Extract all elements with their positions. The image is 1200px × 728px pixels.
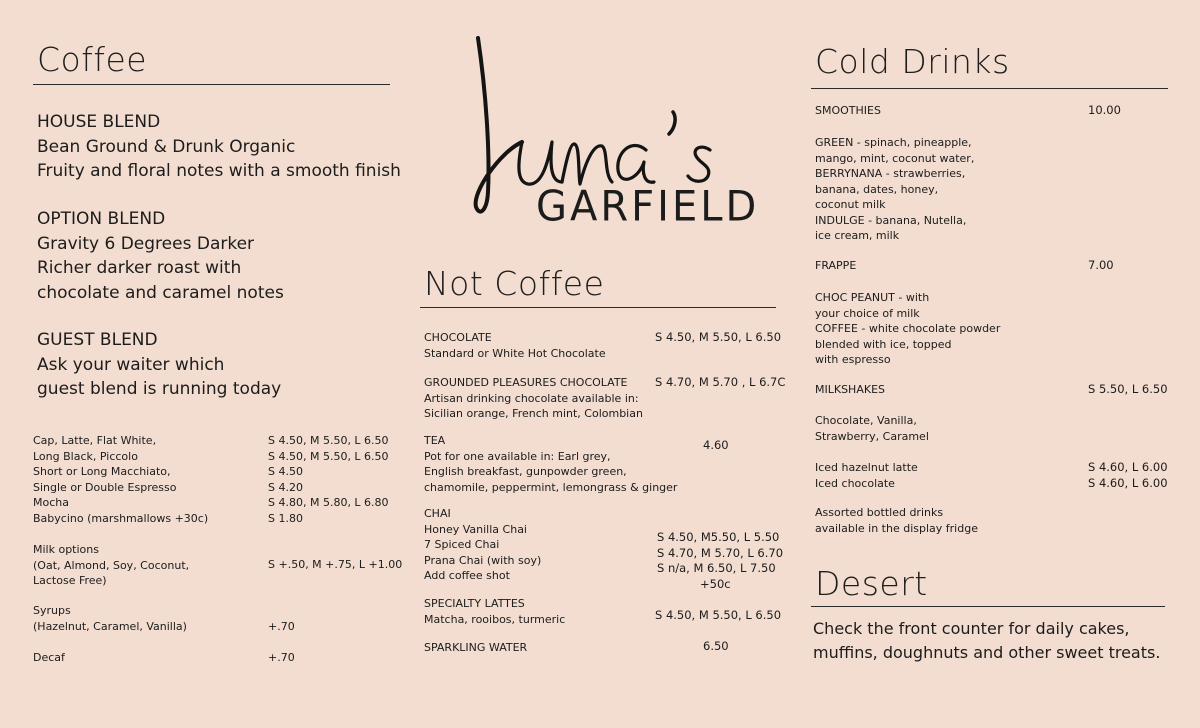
desc-line: ice cream, milk [815,229,900,242]
item-name: CHOCOLATE [424,331,492,344]
item-price: S 4.60, L 6.00 [1088,460,1168,474]
item-price: S 4.20 [268,480,303,494]
milkshakes-desc [815,413,929,444]
blend-name: HOUSE BLEND [37,112,161,132]
cold-drinks-divider [811,88,1168,89]
decaf: Decaf [33,651,65,664]
decaf-price: +.70 [268,651,295,664]
item-desc: Sicilian orange, French mint, Colombian [424,407,643,420]
item-price: S 4.70, M 5.70, L 6.70 [657,545,784,560]
list-item: Short or Long Macchiato, [33,465,171,478]
grounded-price: S 4.70, M 5.70 , L 6.7C [655,375,786,389]
iced-prices [1088,460,1168,491]
syrups [33,603,187,634]
desc-line: Assorted bottled drinks [815,506,944,519]
desc-line: GREEN - spinach, pineapple, [815,136,972,149]
list-item: Babycino (marshmallows +30c) [33,511,209,525]
coffee-item-prices [268,433,389,526]
list-item: Cap, Latte, Flat White, [33,434,157,447]
blend-line: Fruity and floral notes with a smooth finish [37,161,401,181]
item-desc: Pot for one available in: Earl grey, [424,449,611,463]
tea-price: 4.60 [703,438,729,452]
smoothies-desc [815,135,974,244]
syrups-label: Syrups [33,604,71,617]
list-item: Long Black, Piccolo [33,449,138,463]
option-blend [37,207,284,305]
item-price: S 4.50 [268,465,303,478]
list-item: 7 Spiced Chai [424,538,500,551]
not-coffee-divider [420,307,776,308]
blend-line: Bean Ground & Drunk Organic [37,136,296,157]
blend-line: Ask your waiter which [37,354,225,375]
coffee-item-names [33,433,208,526]
chai-item [424,506,541,584]
blend-line: guest blend is running today [37,379,282,399]
desc-line: your choice of milk [815,306,920,320]
item-price: S 1.80 [268,511,303,525]
item-desc: Matcha, rooibos, turmeric [424,612,566,626]
syrups-price: +.70 [268,620,295,633]
item-price: S 4.60, L 6.00 [1088,475,1168,490]
item-desc: English breakfast, gunpowder green, [424,465,627,478]
blend-line: Gravity 6 Degrees Darker [37,233,255,254]
item-desc: Standard or White Hot Chocolate [424,346,606,360]
item-name: SPECIALTY LATTES [424,597,525,610]
frappe-desc [815,290,1000,368]
guest-blend [37,328,281,402]
house-blend [37,110,401,184]
desc-line: COFFEE - white chocolate powder [815,322,1001,335]
milk-line: Lactose Free) [33,574,107,587]
desert-desc [813,617,1160,665]
item-desc: Artisan drinking chocolate available in: [424,391,639,405]
chocolate-price: S 4.50, M 5.50, L 6.50 [655,330,782,344]
desc-line: with espresso [815,353,891,366]
syrups-line: (Hazelnut, Caramel, Vanilla) [33,619,187,633]
cold-drinks-title: Cold Drinks [815,42,1010,81]
smoothies-price: 10.00 [1088,103,1121,117]
blend-name: GUEST BLEND [37,330,158,350]
list-item: Mocha [33,496,69,509]
list-item: Single or Double Espresso [33,480,177,494]
item-name: TEA [424,434,446,447]
desc-line: available in the display fridge [815,521,978,535]
list-item: Iced chocolate [815,476,895,490]
tea-item [424,433,677,495]
blend-name: OPTION BLEND [37,209,166,229]
not-coffee-title: Not Coffee [424,264,605,303]
iced-drinks [815,460,918,491]
item-name: GROUNDED PLEASURES CHOCOLATE [424,376,628,389]
desc-line: CHOC PEANUT - with [815,291,930,304]
coffee-title: Coffee [37,40,148,79]
item-price: S 4.80, M 5.80, L 6.80 [268,496,389,509]
desc-line: BERRYNANA - strawberries, [815,167,966,180]
frappe-price: 7.00 [1088,258,1114,272]
list-item: Add coffee shot [424,569,510,582]
chocolate-item [424,330,606,361]
desc-line: Strawberry, Caramel [815,429,929,443]
milk-price: S +.50, M +.75, L +1.00 [268,558,403,571]
item-price: S 4.50, M5.50, L 5.50 [657,530,780,544]
bottled-drinks [815,505,978,536]
smoothies-label: SMOOTHIES [815,104,881,117]
chai-coffee-shot-price: +50c [700,577,731,591]
chai-prices [657,530,783,577]
desc-line: banana, dates, honey, [815,182,939,196]
desc-line: muffins, doughnuts and other sweet treats. [813,643,1161,662]
desert-divider [811,606,1165,607]
desc-line: blended with ice, topped [815,337,952,351]
grounded-chocolate-item [424,375,643,422]
item-price: S n/a, M 6.50, L 7.50 [657,561,776,575]
item-price: S 4.50, M 5.50, L 6.50 [268,449,389,463]
list-item: Iced hazelnut latte [815,461,918,474]
desc-line: coconut milk [815,198,886,211]
item-desc: chamomile, peppermint, lemongrass & ginger [424,480,678,494]
logo-name: GARFIELD [536,182,760,232]
item-name: CHAI [424,507,451,520]
milk-options [33,542,189,589]
lattes-price: S 4.50, M 5.50, L 6.50 [655,608,782,622]
milk-line: (Oat, Almond, Soy, Coconut, [33,558,190,572]
list-item: Prana Chai (with soy) [424,553,542,567]
sparkling-water-item: SPARKLING WATER [424,641,528,654]
desc-line: mango, mint, coconut water, [815,151,975,165]
frappe-label: FRAPPE [815,259,857,272]
milk-label: Milk options [33,543,99,556]
desc-line: Check the front counter for daily cakes, [813,619,1130,638]
blend-line: Richer darker roast with [37,258,242,278]
list-item: Honey Vanilla Chai [424,522,527,536]
desert-title: Desert [815,564,928,603]
sparkling-price: 6.50 [703,639,729,653]
blend-line: chocolate and caramel notes [37,282,284,303]
item-price: S 4.50, M 5.50, L 6.50 [268,434,389,447]
specialty-lattes-item [424,596,565,627]
milkshakes-label: MILKSHAKES [815,383,886,396]
desc-line: Chocolate, Vanilla, [815,414,917,427]
coffee-divider [33,84,390,85]
milkshakes-price: S 5.50, L 6.50 [1088,382,1168,396]
desc-line: INDULGE - banana, Nutella, [815,213,967,227]
